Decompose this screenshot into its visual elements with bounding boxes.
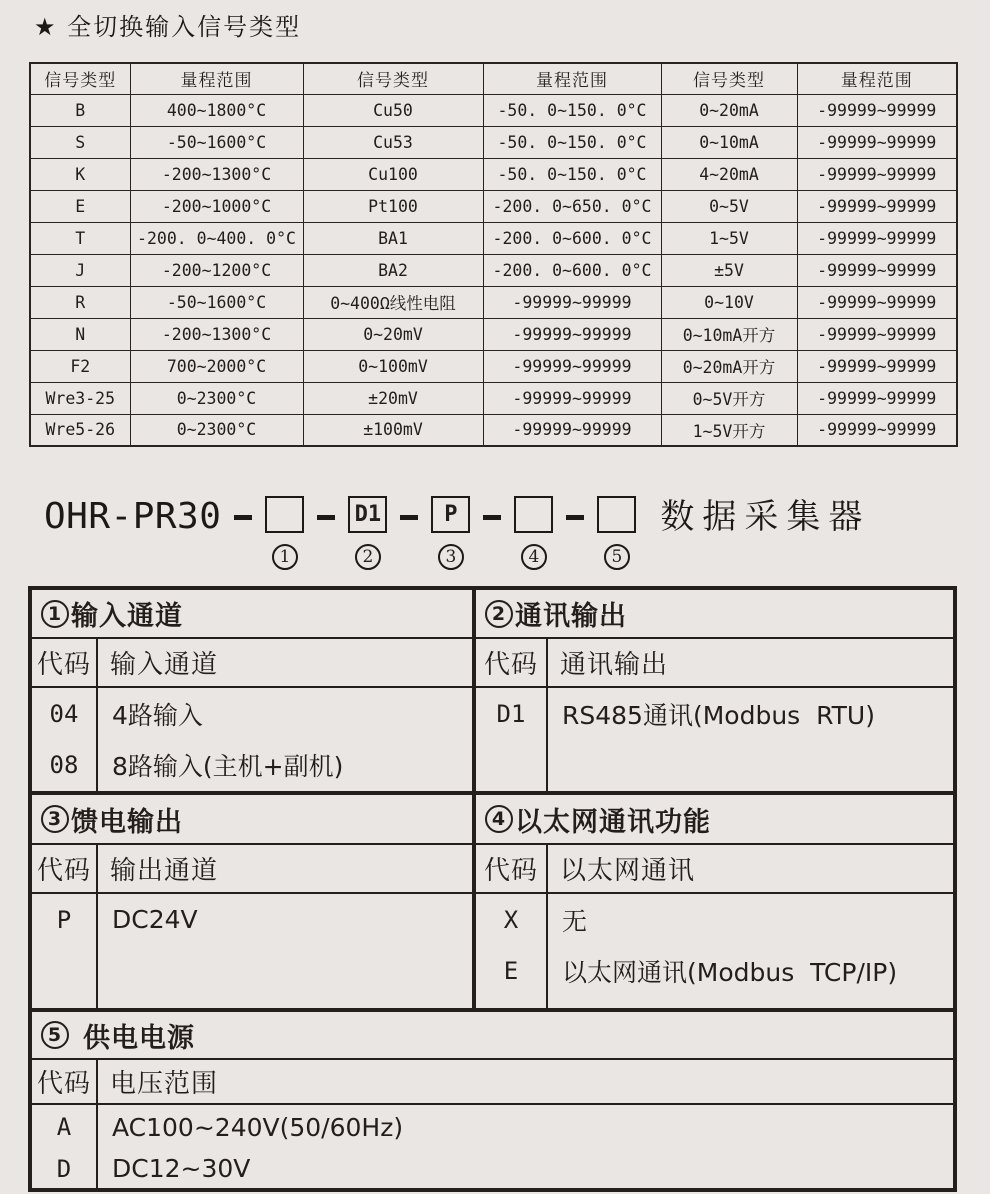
ordering-code-line (44, 496, 870, 570)
table-cell: -99999~99999 (797, 222, 957, 254)
ordering-spec-block (28, 586, 957, 1192)
table-cell: 1~5V (661, 222, 797, 254)
value-header-cell: 通讯输出 (560, 650, 669, 680)
code-header-cell: 代码 (36, 856, 91, 886)
section-title-text: 馈电输出 (71, 806, 183, 838)
table-cell: 400~1800°C (130, 94, 303, 126)
section-title-5 (32, 1012, 953, 1060)
table-cell: -99999~99999 (797, 94, 957, 126)
table-cell: -50~1600°C (130, 126, 303, 158)
table-cell: -99999~99999 (797, 158, 957, 190)
table-cell: -99999~99999 (483, 350, 661, 382)
table-cell: -50. 0~150. 0°C (483, 126, 661, 158)
spec-code-cell: A (56, 1113, 72, 1141)
value-header-cell: 输入通道 (110, 650, 219, 680)
spec-code-cell: E (503, 956, 519, 985)
dash-separator (483, 515, 501, 520)
table-cell: Cu50 (303, 94, 483, 126)
value-header-cell: 以太网通讯 (560, 856, 696, 886)
spec-row (32, 894, 472, 945)
circled-number-3: 3 (438, 544, 464, 570)
section-title-2 (476, 590, 953, 639)
dash-separator (234, 515, 252, 520)
code-header-cell: 代码 (36, 650, 91, 680)
table-cell: 0~100mV (303, 350, 483, 382)
table-row (30, 350, 957, 382)
spec-row (32, 739, 472, 790)
table-row (30, 286, 957, 318)
circled-number-icon: 5 (41, 1021, 69, 1049)
table-cell: 0~10mA (661, 126, 797, 158)
table-row (30, 126, 957, 158)
spec-row (476, 688, 953, 739)
code-header-cell: 代码 (483, 650, 538, 680)
spec-value-cell: DC24V (112, 905, 198, 934)
table-cell: -99999~99999 (483, 286, 661, 318)
product-name: 数据采集器 (660, 497, 871, 537)
table-cell: 0~20mA (661, 94, 797, 126)
spec-table-body (476, 845, 953, 1008)
spec-code-cell: D1 (496, 699, 526, 728)
code-box-5 (597, 496, 636, 533)
table-cell: B (30, 94, 130, 126)
spec-code-cell: P (56, 905, 72, 934)
spec-table-feed-output (32, 795, 476, 1008)
spec-table-body (476, 639, 953, 791)
table-row (30, 414, 957, 446)
signal-table-body (30, 94, 957, 446)
spec-rows (476, 688, 953, 739)
dash-separator (317, 515, 335, 520)
table-cell: -99999~99999 (797, 318, 957, 350)
table-cell: K (30, 158, 130, 190)
table-cell: -200~1000°C (130, 190, 303, 222)
circled-number-icon: 3 (41, 805, 69, 833)
spec-table-input-channels (32, 590, 476, 791)
table-cell: BA2 (303, 254, 483, 286)
spec-rows (32, 688, 472, 790)
spec-row (32, 688, 472, 739)
table-cell: -200. 0~650. 0°C (483, 190, 661, 222)
signal-type-table-wrap (29, 62, 958, 447)
code-box-3: P (431, 496, 470, 533)
table-cell: J (30, 254, 130, 286)
table-cell: -99999~99999 (797, 254, 957, 286)
column-header: 量程范围 (483, 63, 661, 94)
table-cell: T (30, 222, 130, 254)
column-header: 量程范围 (130, 63, 303, 94)
table-cell: 0~20mV (303, 318, 483, 350)
spec-row-1-2 (32, 590, 953, 791)
code-segment-3 (431, 496, 470, 570)
table-cell: R (30, 286, 130, 318)
column-header: 信号类型 (303, 63, 483, 94)
spec-code-cell: 04 (49, 699, 79, 728)
column-header: 量程范围 (797, 63, 957, 94)
dash-separator (400, 515, 418, 520)
table-cell: S (30, 126, 130, 158)
dash-separator (566, 515, 584, 520)
table-cell: Wre3-25 (30, 382, 130, 414)
signal-table-header (30, 63, 957, 94)
spec-table-comm-output (476, 590, 953, 791)
section-title-4 (476, 795, 953, 845)
table-cell: -99999~99999 (797, 382, 957, 414)
table-cell: Pt100 (303, 190, 483, 222)
table-row (30, 382, 957, 414)
spec-code-cell: 08 (49, 750, 79, 779)
page-title: ★ 全切换输入信号类型 (34, 13, 302, 41)
table-cell: N (30, 318, 130, 350)
circled-number-5: 5 (604, 544, 630, 570)
spec-rows (32, 894, 472, 945)
spec-table-body (32, 639, 472, 791)
table-cell: -99999~99999 (483, 318, 661, 350)
table-cell: 1~5V开方 (661, 414, 797, 446)
spec-row (32, 1105, 953, 1149)
spec-value-cell: RS485通讯(Modbus RTU) (562, 700, 875, 730)
circled-number-4: 4 (521, 544, 547, 570)
table-cell: -200. 0~400. 0°C (130, 222, 303, 254)
table-cell: -200. 0~600. 0°C (483, 222, 661, 254)
circled-number-icon: 1 (41, 600, 69, 628)
spec-header-row (476, 845, 953, 894)
code-header-cell: 代码 (36, 1069, 91, 1099)
spec-value-cell: AC100~240V(50/60Hz) (112, 1112, 404, 1142)
table-cell: -99999~99999 (797, 126, 957, 158)
table-row (30, 222, 957, 254)
spec-row (476, 894, 953, 945)
spec-rows (476, 894, 953, 996)
table-cell: Cu53 (303, 126, 483, 158)
code-segment-4 (514, 496, 553, 570)
table-cell: -50~1600°C (130, 286, 303, 318)
value-header-cell: 输出通道 (110, 856, 219, 886)
column-header: 信号类型 (661, 63, 797, 94)
spec-row-3-4 (32, 791, 953, 1008)
table-row (30, 94, 957, 126)
table-cell: Wre5-26 (30, 414, 130, 446)
table-cell: ±5V (661, 254, 797, 286)
table-cell: -99999~99999 (797, 350, 957, 382)
section-title-text: 供电电源 (83, 1022, 195, 1054)
table-cell: Cu100 (303, 158, 483, 190)
spec-code-cell: D (56, 1154, 72, 1183)
table-cell: -200~1200°C (130, 254, 303, 286)
circled-number-2: 2 (355, 544, 381, 570)
spec-row (476, 945, 953, 996)
table-cell: 4~20mA (661, 158, 797, 190)
section-title-1 (32, 590, 472, 639)
table-cell: 0~2300°C (130, 382, 303, 414)
table-row (30, 254, 957, 286)
spec-row (32, 1149, 953, 1188)
code-header-cell: 代码 (483, 856, 538, 886)
section-title-3 (32, 795, 472, 845)
table-cell: -99999~99999 (483, 382, 661, 414)
table-cell: 700~2000°C (130, 350, 303, 382)
table-cell: BA1 (303, 222, 483, 254)
spec-value-cell: 无 (562, 906, 588, 936)
table-cell: 0~2300°C (130, 414, 303, 446)
spec-value-cell: DC12~30V (112, 1154, 251, 1183)
model-prefix: OHR-PR30 (44, 496, 222, 537)
table-cell: -200. 0~600. 0°C (483, 254, 661, 286)
circled-number-1: 1 (272, 544, 298, 570)
code-box-4 (514, 496, 553, 533)
spec-header-row (32, 639, 472, 688)
table-cell: -99999~99999 (483, 414, 661, 446)
spec-value-cell: 以太网通讯(Modbus TCP/IP) (562, 957, 898, 987)
spec-value-cell: 8路输入(主机+副机) (112, 751, 344, 781)
section-title-text: 输入通道 (71, 601, 183, 632)
spec-header-row (32, 845, 472, 894)
table-cell: ±100mV (303, 414, 483, 446)
spec-table-body (32, 1060, 953, 1188)
table-cell: 0~20mA开方 (661, 350, 797, 382)
section-title-text: 以太网通讯功能 (515, 806, 711, 838)
table-cell: F2 (30, 350, 130, 382)
column-header: 信号类型 (30, 63, 130, 94)
spec-rows (32, 1105, 953, 1188)
spec-table-ethernet (476, 795, 953, 1008)
table-cell: 0~5V开方 (661, 382, 797, 414)
table-cell: 0~10mA开方 (661, 318, 797, 350)
table-cell: -50. 0~150. 0°C (483, 158, 661, 190)
table-row (30, 318, 957, 350)
section-title-text: 通讯输出 (515, 601, 627, 632)
spec-code-cell: X (503, 905, 519, 934)
value-header-cell: 电压范围 (110, 1069, 219, 1099)
table-cell: -99999~99999 (797, 286, 957, 318)
table-cell: -200~1300°C (130, 158, 303, 190)
spec-header-row (32, 1060, 953, 1105)
code-segment-5 (597, 496, 636, 570)
table-row (30, 190, 957, 222)
spec-value-cell: 4路输入 (112, 700, 203, 730)
table-cell: -200~1300°C (130, 318, 303, 350)
code-segment-2 (348, 496, 387, 570)
table-cell: -99999~99999 (797, 414, 957, 446)
table-cell: -50. 0~150. 0°C (483, 94, 661, 126)
signal-type-table (29, 62, 958, 447)
header-row (30, 63, 957, 94)
table-cell: 0~10V (661, 286, 797, 318)
table-row (30, 158, 957, 190)
table-cell: 0~5V (661, 190, 797, 222)
spec-header-row (476, 639, 953, 688)
table-cell: E (30, 190, 130, 222)
code-box-1 (265, 496, 304, 533)
code-segment-1 (265, 496, 304, 570)
circled-number-icon: 4 (485, 805, 513, 833)
spec-table-body (32, 845, 472, 1008)
table-cell: ±20mV (303, 382, 483, 414)
spec-table-power-supply (32, 1008, 953, 1188)
circled-number-icon: 2 (485, 600, 513, 628)
table-cell: -99999~99999 (797, 190, 957, 222)
table-cell: 0~400Ω线性电阻 (303, 286, 483, 318)
code-box-2: D1 (348, 496, 387, 533)
